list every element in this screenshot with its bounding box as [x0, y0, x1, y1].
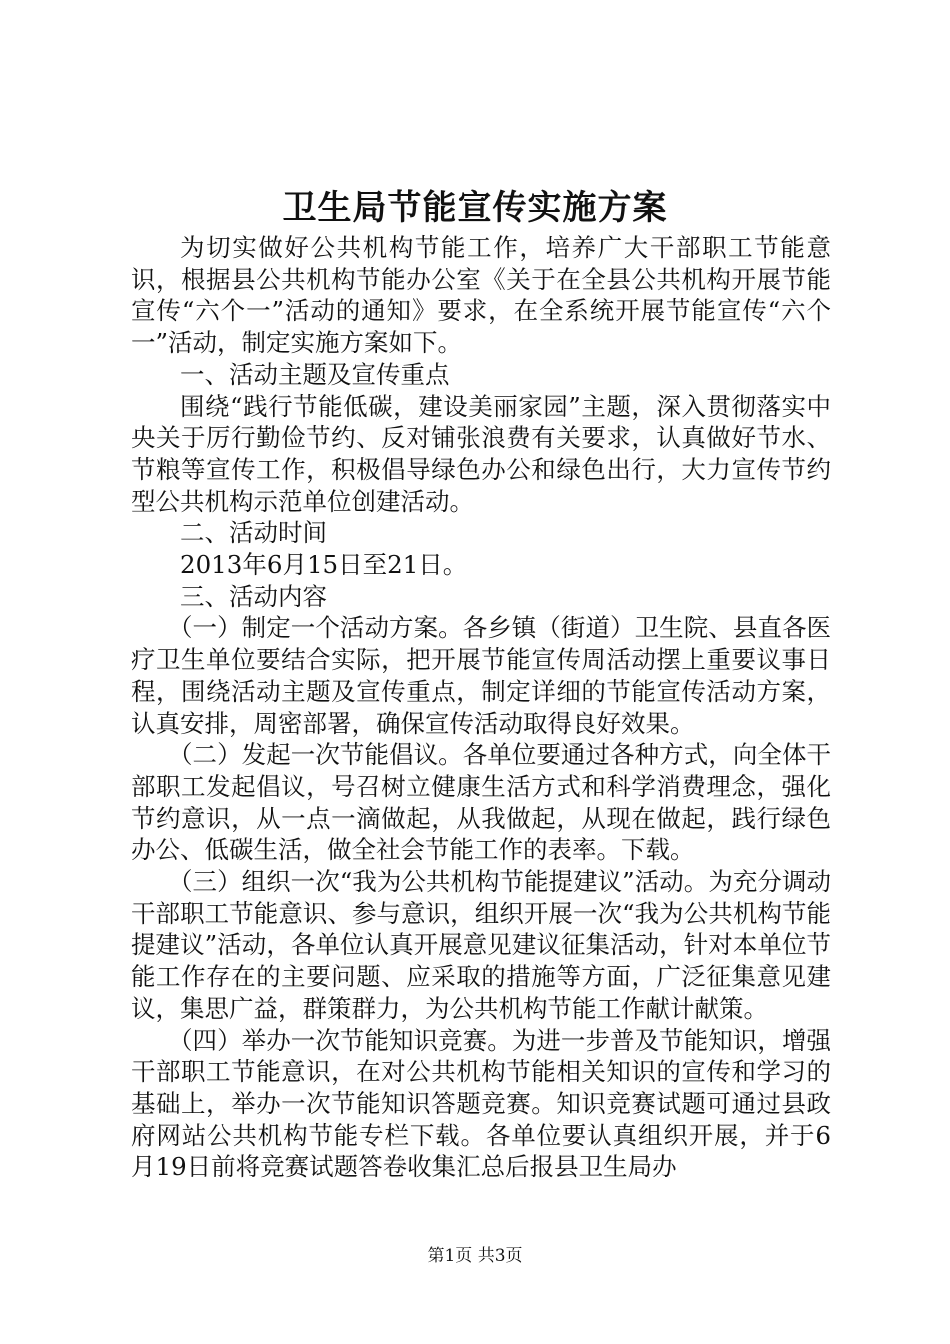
section-heading-time: 二、活动时间 [180, 518, 327, 548]
intro-paragraph: 为切实做好公共机构节能工作，培养广大干部职工节能意识，根据县公共机构节能办公室《关于在全县公共机构开展节能宣传“六个一”活动的通知》要求，在全系统开展节能宣传“六个一”活动，制定实施方案如下。 [131, 233, 831, 358]
section-heading-content: 三、活动内容 [180, 581, 327, 611]
content-item-3: （三）组织一次“我为公共机构节能提建议”活动。为充分调动干部职工节能意识、参与意识，组织开展一次“我为公共机构节能提建议”活动，各单位认真开展意见建议征集活动，针对本单位节能工作存在的主要问题、应采取的措施等方面，广泛征集意见建议，集思广益，群策群力，为公共机构节能工作献计献策。 [131, 867, 831, 1023]
theme-paragraph: 围绕“践行节能低碳，建设美丽家园”主题，深入贯彻落实中央关于厉行勤俭节约、反对铺张浪费有关要求，认真做好节水、节粮等宣传工作，积极倡导绿色办公和绿色出行，大力宣传节约型公共机构示范单位创建活动。 [131, 391, 831, 516]
content-item-1: （一）制定一个活动方案。各乡镇（街道）卫生院、县直各医疗卫生单位要结合实际，把开展节能宣传周活动摆上重要议事日程，围绕活动主题及宣传重点，制定详细的节能宣传活动方案，认真安排，周密部署，确保宣传活动取得良好效果。 [131, 613, 831, 738]
document-title: 卫生局节能宣传实施方案 [282, 188, 668, 228]
time-paragraph: 2013年6月15日至21日。 [180, 550, 468, 580]
page-footer: 第1页 共3页 [427, 1246, 523, 1266]
document-body [131, 232, 831, 1183]
content-item-2: （二）发起一次节能倡议。各单位要通过各种方式，向全体干部职工发起倡议，号召树立健康生活方式和科学消费理念，强化节约意识，从一点一滴做起，从我做起，从现在做起，践行绿色办公、低碳生活，做全社会节能工作的表率。下载。 [131, 740, 831, 865]
content-item-4: （四）举办一次节能知识竞赛。为进一步普及节能知识，增强干部职工节能意识，在对公共机构节能相关知识的宣传和学习的基础上，举办一次节能知识答题竞赛。知识竞赛试题可通过县政府网站公共机构节能专栏下载。各单位要认真组织开展，并于6月19日前将竞赛试题答卷收集汇总后报县卫生局办 [131, 1025, 831, 1182]
section-heading-theme: 一、活动主题及宣传重点 [180, 359, 450, 389]
